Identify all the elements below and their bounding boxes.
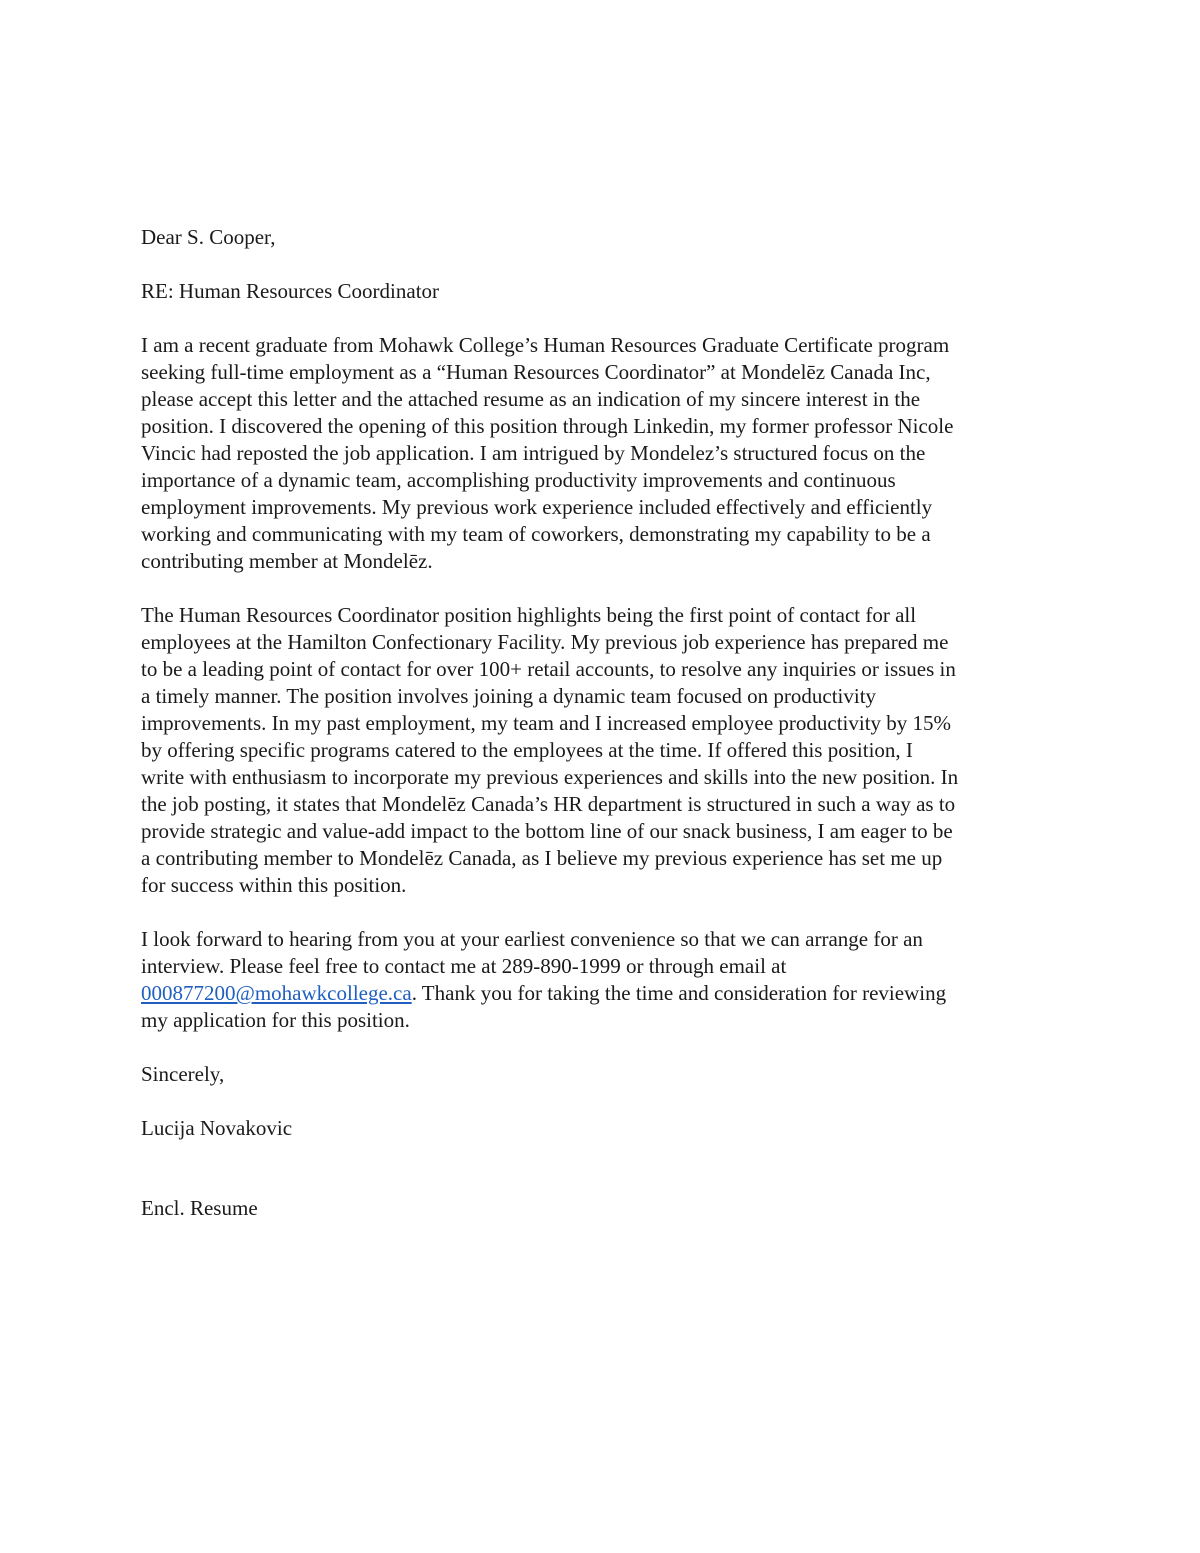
text-line: a timely manner. The position involves joining a dynamic team focused on productivity (141, 684, 877, 708)
text-line: working and communicating with my team of coworkers, demonstrating my capability to be a (141, 522, 931, 546)
text-line: seeking full-time employment as a “Human Resources Coordinator” at Mondelēz Canada Inc, (141, 360, 931, 384)
paragraph-experience (141, 602, 1066, 899)
text-line: provide strategic and value-add impact to the bottom line of our snack business, I am eager to be (141, 819, 953, 843)
text-line: I look forward to hearing from you at your earliest convenience so that we can arrange for an (141, 927, 923, 951)
text-line: employment improvements. My previous work experience included effectively and efficiently (141, 495, 933, 519)
text-after-email: . Thank you for taking the time and consideration for reviewing (411, 981, 947, 1005)
text-line: please accept this letter and the attached resume as an indication of my sincere interest in the (141, 387, 921, 411)
subject-line: RE: Human Resources Coordinator (141, 279, 440, 303)
text-line: importance of a dynamic team, accomplishing productivity improvements and continuous (141, 468, 896, 492)
text-line: improvements. In my past employment, my team and I increased employee productivity by 15% (141, 711, 952, 735)
text-line-with-email (141, 980, 1066, 1007)
text-line: position. I discovered the opening of this position through Linkedin, my former professor Nicole (141, 414, 954, 438)
text-line: contributing member at Mondelēz. (141, 549, 433, 573)
text-line: The Human Resources Coordinator position highlights being the first point of contact for all (141, 603, 917, 627)
text-line: by offering specific programs catered to the employees at the time. If offered this position, I (141, 738, 913, 762)
text-line: Vincic had reposted the job application. I am intrigued by Mondelez’s structured focus on the (141, 441, 926, 465)
text-line: to be a leading point of contact for over 100+ retail accounts, to resolve any inquiries or issues in (141, 657, 956, 681)
text-line: interview. Please feel free to contact me at 289-890-1999 or through email at (141, 954, 787, 978)
enclosure-note: Encl. Resume (141, 1196, 258, 1220)
text-line: I am a recent graduate from Mohawk College’s Human Resources Graduate Certificate program (141, 333, 950, 357)
text-line: employees at the Hamilton Confectionary Facility. My previous job experience has prepared me (141, 630, 949, 654)
text-line: a contributing member to Mondelēz Canada, as I believe my previous experience has set me up (141, 846, 943, 870)
paragraph-contact (141, 926, 1066, 1034)
cover-letter (141, 224, 1066, 1249)
paragraph-intro (141, 332, 1066, 575)
email-link[interactable]: 000877200@mohawkcollege.ca (141, 981, 412, 1005)
signature-name: Lucija Novakovic (141, 1116, 293, 1140)
salutation: Dear S. Cooper, (141, 225, 276, 249)
text-line: for success within this position. (141, 873, 407, 897)
text-line: the job posting, it states that Mondelēz Canada’s HR department is structured in such a way as to (141, 792, 956, 816)
text-line: my application for this position. (141, 1008, 410, 1032)
closing: Sincerely, (141, 1062, 225, 1086)
text-line: write with enthusiasm to incorporate my previous experiences and skills into the new position. In (141, 765, 959, 789)
